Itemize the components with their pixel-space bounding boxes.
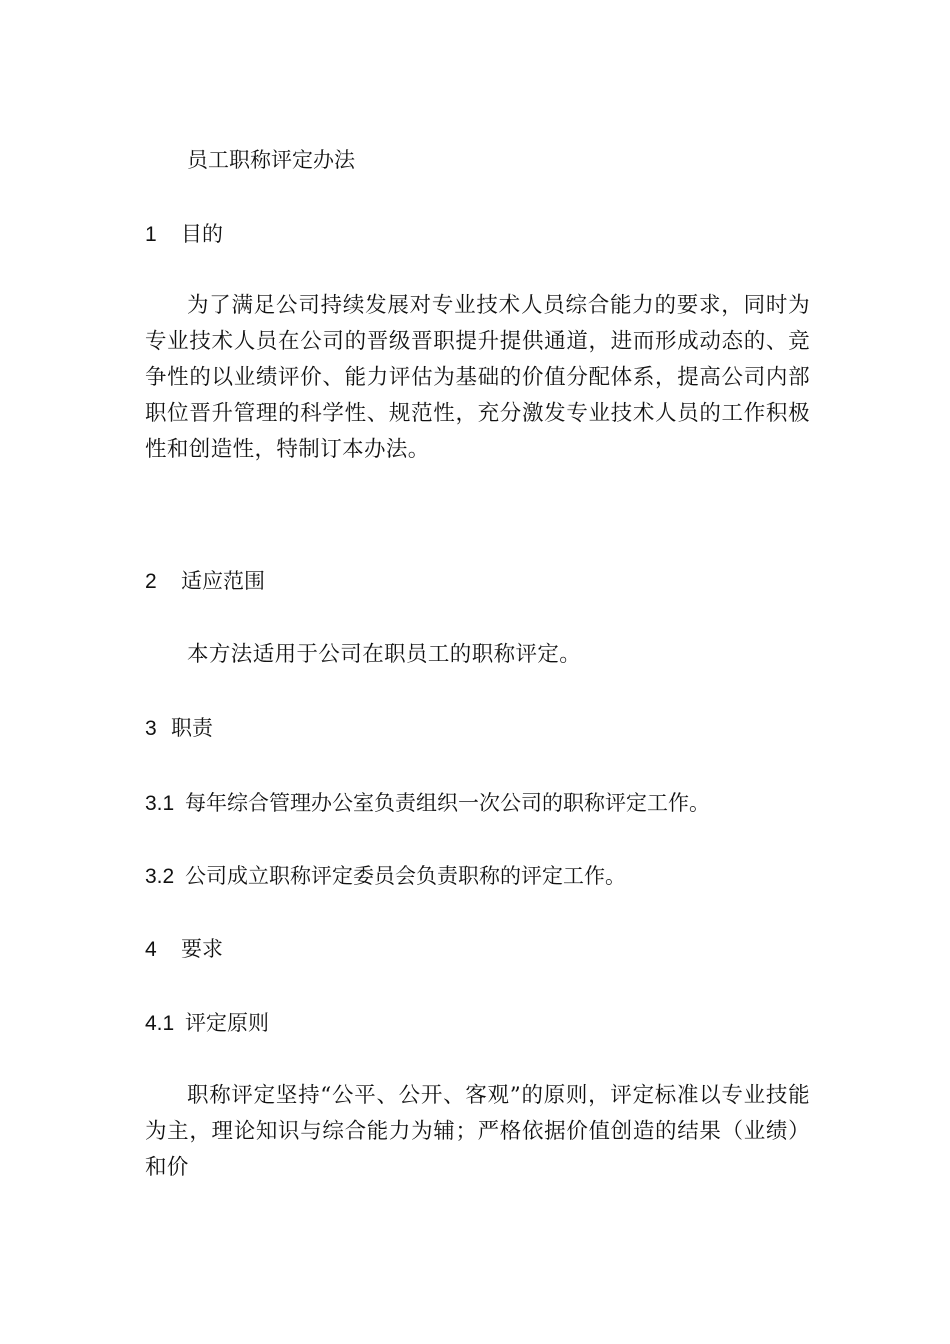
section-number: 1: [145, 223, 157, 246]
section-number: 4.1: [145, 1012, 175, 1035]
section-2-heading: [145, 563, 815, 600]
section-3-1-item: [145, 785, 815, 822]
section-number: 3.2: [145, 865, 175, 888]
section-heading-text: 目的: [181, 222, 223, 246]
section-heading-text: 要求: [181, 937, 223, 961]
section-4-heading: [145, 931, 815, 968]
section-1-heading: [145, 216, 815, 253]
section-number: 3.1: [145, 792, 175, 815]
section-heading-text: 每年综合管理办公室负责组织一次公司的职称评定工作。: [185, 791, 710, 815]
section-2-paragraph: 本方法适用于公司在职员工的职称评定。: [187, 642, 582, 667]
section-4-1-paragraph: 职称评定坚持“公平、公开、客观”的原则，评定标准以专业技能为主，理论知识与综合能力为辅；严格依据价值创造的结果（业绩）和价: [145, 1083, 810, 1180]
section-heading-text: 职责: [171, 716, 213, 740]
section-heading-text: 公司成立职称评定委员会负责职称的评定工作。: [185, 864, 626, 888]
section-number: 2: [145, 570, 157, 593]
section-number: 3: [145, 717, 157, 740]
section-3-2-item: [145, 858, 815, 895]
section-heading-text: 适应范围: [181, 569, 265, 593]
document-title: 员工职称评定办法: [187, 148, 355, 172]
section-number: 4: [145, 938, 157, 961]
section-4-1-heading: [145, 1005, 815, 1042]
section-heading-text: 评定原则: [185, 1011, 269, 1035]
section-1-paragraph: 为了满足公司持续发展对专业技术人员综合能力的要求，同时为专业技术人员在公司的晋级晋职提升提供通道，进而形成动态的、竞争性的以业绩评价、能力评估为基础的价值分配体系，提高公司内部职位晋升管理的科学性、规范性，充分激发专业技术人员的工作积极性和创造性，特制订本办法。: [145, 293, 810, 462]
section-3-heading: [145, 710, 815, 747]
